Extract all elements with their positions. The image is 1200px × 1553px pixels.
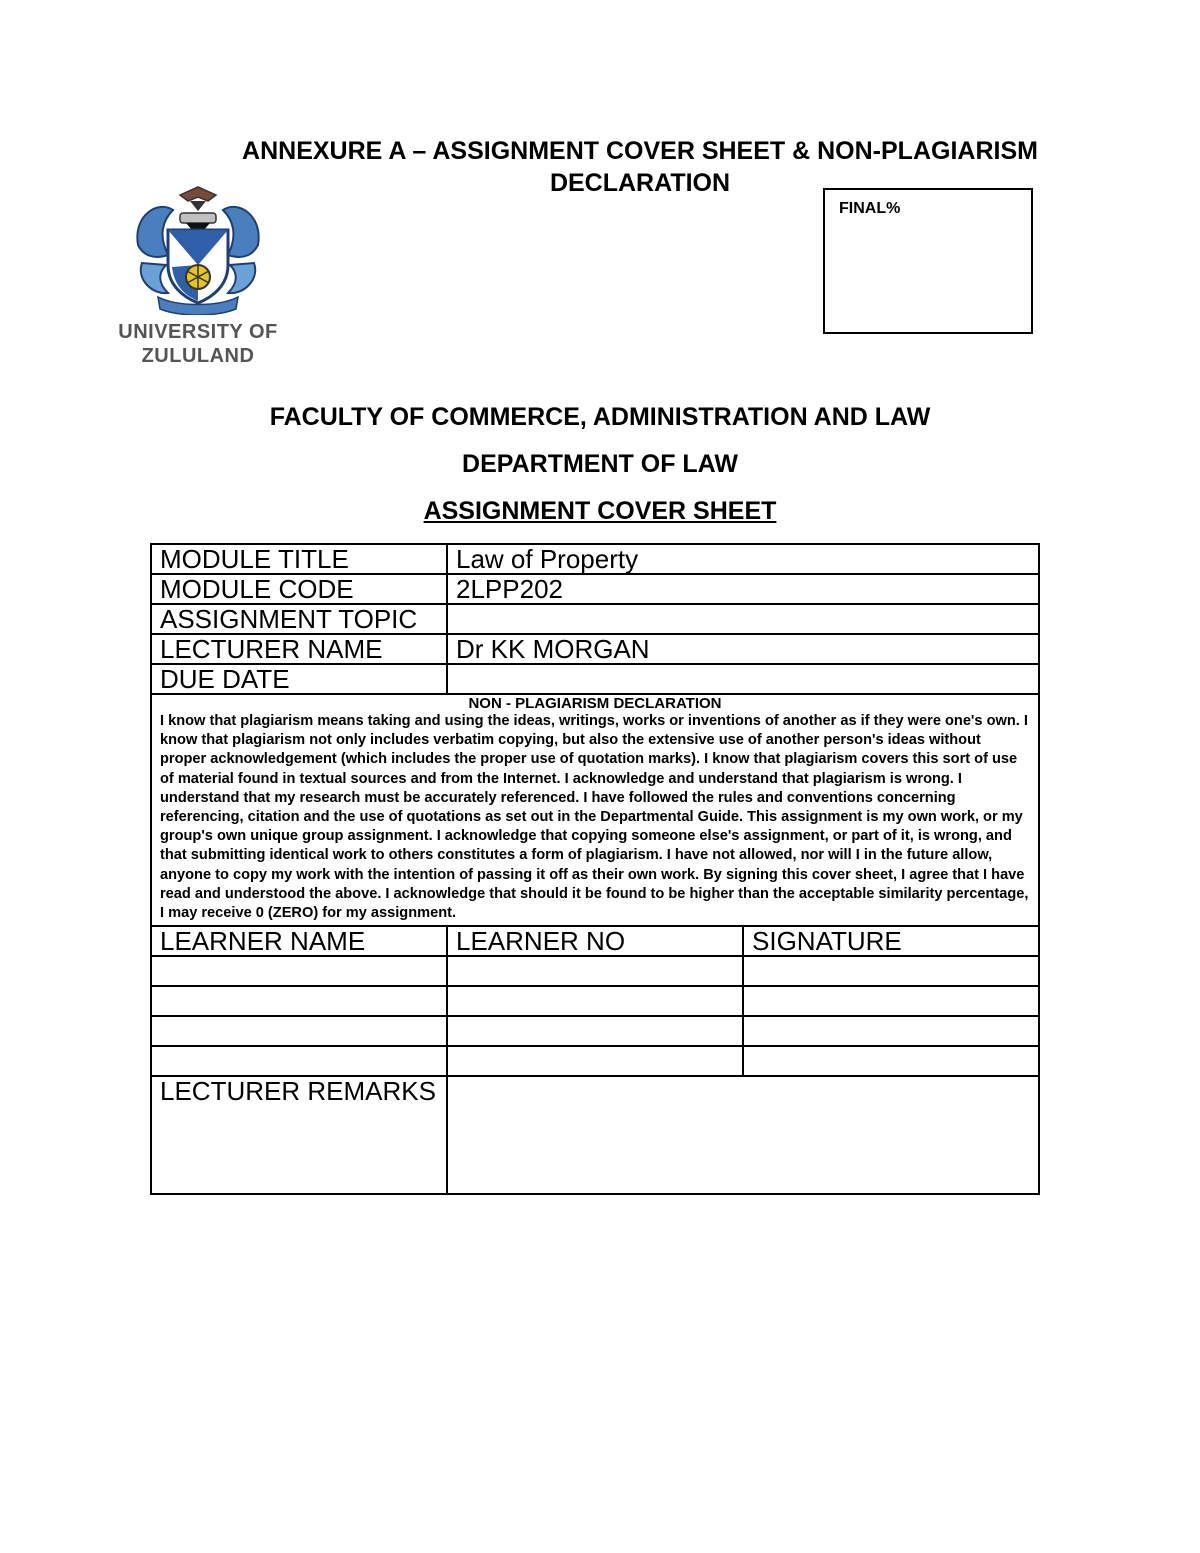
learner-name-cell[interactable] <box>151 956 447 986</box>
due-date-value[interactable] <box>447 664 1039 694</box>
module-title-row <box>151 544 1039 574</box>
learner-number-header: LEARNER NO <box>447 926 743 956</box>
annexure-title-line2: DECLARATION <box>549 169 731 197</box>
signature-cell[interactable] <box>743 1016 1039 1046</box>
university-crest-icon <box>128 185 268 315</box>
due-date-row <box>151 664 1039 694</box>
lecturer-name-label: LECTURER NAME <box>151 634 447 664</box>
learner-number-cell[interactable] <box>447 956 743 986</box>
declaration-heading: NON - PLAGIARISM DECLARATION <box>468 695 722 712</box>
assignment-topic-label: ASSIGNMENT TOPIC <box>151 604 447 634</box>
lecturer-remarks-value[interactable] <box>447 1076 1039 1194</box>
cover-sheet-heading: ASSIGNMENT COVER SHEET <box>423 497 777 525</box>
learner-row <box>151 956 1039 986</box>
learner-name-cell[interactable] <box>151 1046 447 1076</box>
department-heading: DEPARTMENT OF LAW <box>462 450 738 478</box>
signature-cell[interactable] <box>743 986 1039 1016</box>
lecturer-remarks-label: LECTURER REMARKS <box>151 1076 447 1194</box>
final-percentage-label: FINAL% <box>839 200 901 217</box>
learner-number-cell[interactable] <box>447 1016 743 1046</box>
module-code-label: MODULE CODE <box>151 574 447 604</box>
assignment-topic-row <box>151 604 1039 634</box>
declaration-row <box>151 694 1039 926</box>
learner-number-cell[interactable] <box>447 986 743 1016</box>
university-name <box>108 320 288 368</box>
learner-row <box>151 1046 1039 1076</box>
university-logo <box>108 185 288 370</box>
faculty-heading: FACULTY OF COMMERCE, ADMINISTRATION AND LAW <box>269 403 931 431</box>
lecturer-name-value[interactable]: Dr KK MORGAN <box>447 634 1039 664</box>
declaration-cell <box>151 694 1039 926</box>
learner-row <box>151 1016 1039 1046</box>
declaration-text: I know that plagiarism means taking and using the ideas, writings, works or inventions of another as if they were one's own. I know that plagiarism not only includes verbatim copying, but also the extensive use of another person's ideas without proper acknowledgement (which includes the proper use of quotation marks). I know that plagiarism covers this sort of use of material found in textual sources and from the Internet. I acknowledge and understand that plagiarism is wrong. I understand that my research must be accurately referenced. I have followed the rules and conventions concerning referencing, citation and the use of quotations as set out in the Departmental Guide. This assignment is my own work, or my group's own unique group assignment. I acknowledge that copying someone else's assignment, or part of it, is wrong, and that submitting identical work to others constitutes a form of plagiarism. I have not allowed, nor will I in the future allow, anyone to copy my work with the intention of passing it off as their own work. By signing this cover sheet, I agree that I have read and understood the above. I acknowledge that should it be found to be higher than the acceptable similarity percentage, I may receive 0 (ZERO) for my assignment. <box>160 713 1029 922</box>
university-name-line2: ZULULAND <box>141 345 255 367</box>
module-title-value[interactable]: Law of Property <box>447 544 1039 574</box>
signature-cell[interactable] <box>743 956 1039 986</box>
module-title-label: MODULE TITLE <box>151 544 447 574</box>
lecturer-name-row <box>151 634 1039 664</box>
final-percentage-box[interactable] <box>823 188 1033 334</box>
learner-name-cell[interactable] <box>151 1016 447 1046</box>
learner-header-row <box>151 926 1039 956</box>
module-code-row <box>151 574 1039 604</box>
learner-number-cell[interactable] <box>447 1046 743 1076</box>
annexure-title-line1: ANNEXURE A – ASSIGNMENT COVER SHEET & NON-PLAGIARISM <box>242 137 1038 165</box>
lecturer-remarks-row <box>151 1076 1039 1194</box>
learner-name-header: LEARNER NAME <box>151 926 447 956</box>
learner-row <box>151 986 1039 1016</box>
learner-name-cell[interactable] <box>151 986 447 1016</box>
module-code-value[interactable]: 2LPP202 <box>447 574 1039 604</box>
signature-header: SIGNATURE <box>743 926 1039 956</box>
cover-sheet-table <box>150 543 1040 1195</box>
university-name-line1: UNIVERSITY OF <box>118 321 278 343</box>
assignment-topic-value[interactable] <box>447 604 1039 634</box>
due-date-label: DUE DATE <box>151 664 447 694</box>
signature-cell[interactable] <box>743 1046 1039 1076</box>
